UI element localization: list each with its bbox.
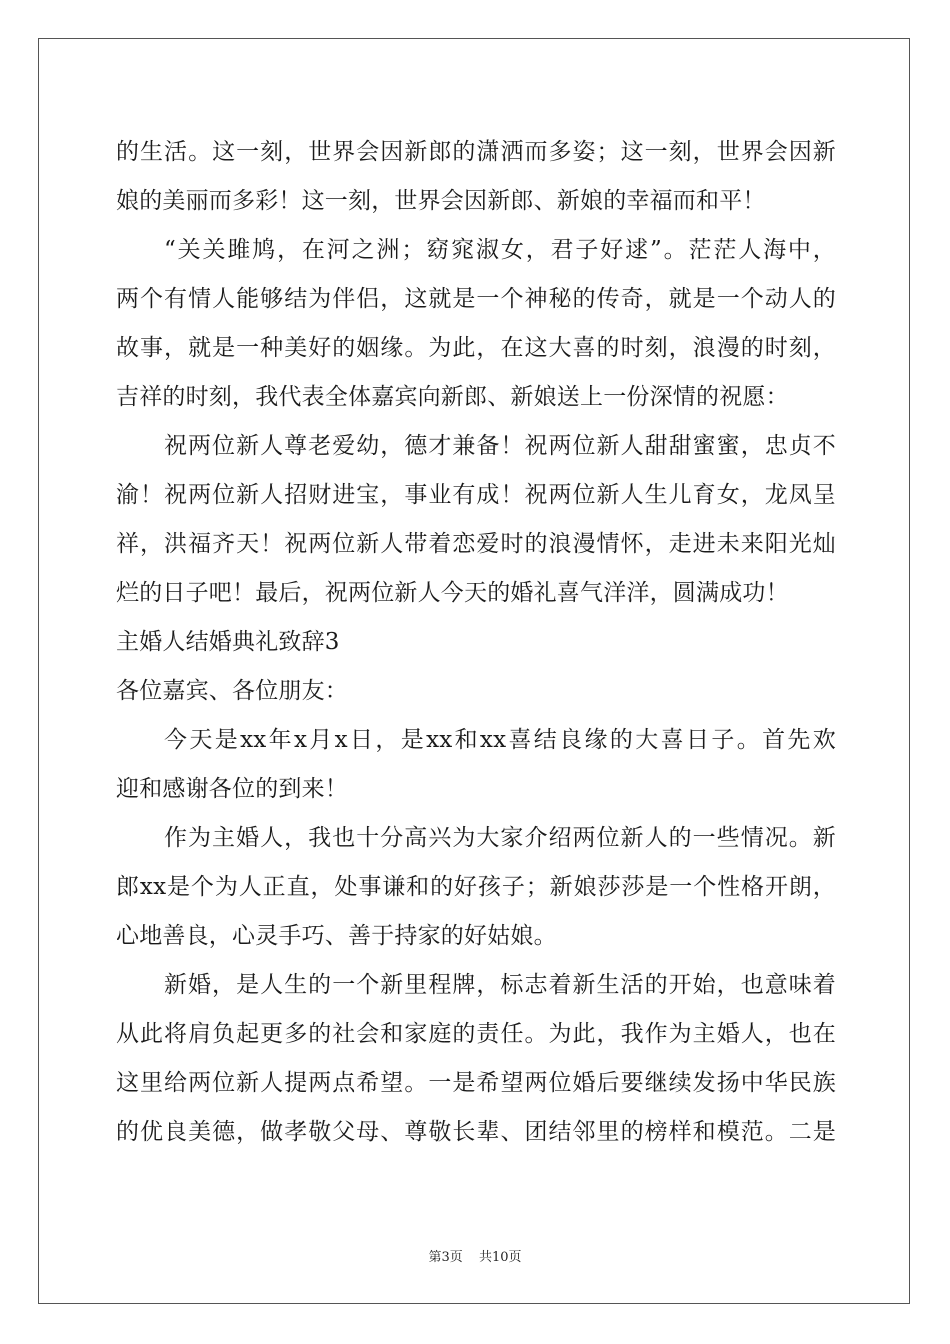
text-line: 这里给两位新人提两点希望。一是希望两位婚后要继续发扬中华民族 [116,1070,836,1096]
text-line: 迎和感谢各位的到来！ [116,776,348,802]
text-line: 烂的日子吧！最后，祝两位新人今天的婚礼喜气洋洋，圆满成功！ [116,580,789,606]
text-line: 郎xx是个为人正直，处事谦和的好孩子；新娘莎莎是一个性格开朗， [116,874,836,900]
text-line: “关关雎鸠，在河之洲；窈窕淑女，君子好逑”。茫茫人海中， [164,237,836,263]
text-line: 吉祥的时刻，我代表全体嘉宾向新郎、新娘送上一份深情的祝愿： [116,384,789,410]
text-line: 两个有情人能够结为伴侣，这就是一个神秘的传奇，就是一个动人的 [116,286,836,312]
document-body [116,128,836,1157]
text-line: 祝两位新人尊老爱幼，德才兼备！祝两位新人甜甜蜜蜜，忠贞不 [164,433,836,459]
text-line: 心地善良，心灵手巧、善于持家的好姑娘。 [116,923,557,949]
salutation: 各位嘉宾、各位朋友： [116,678,348,704]
text-line: 作为主婚人，我也十分高兴为大家介绍两位新人的一些情况。新 [164,825,836,851]
text-line: 祥，洪福齐天！祝两位新人带着恋爱时的浪漫情怀，走进未来阳光灿 [116,531,836,557]
text-line: 故事，就是一种美好的姻缘。为此，在这大喜的时刻，浪漫的时刻， [116,335,836,361]
page-total: 共10页 [478,1250,522,1265]
text-line: 的优良美德，做孝敬父母、尊敬长辈、团结邻里的榜样和模范。二是 [116,1119,836,1145]
text-line: 从此将肩负起更多的社会和家庭的责任。为此，我作为主婚人，也在 [116,1021,836,1047]
text-line: 新婚，是人生的一个新里程牌，标志着新生活的开始，也意味着 [164,972,836,998]
text-line: 娘的美丽而多彩！这一刻，世界会因新郎、新娘的幸福而和平！ [116,188,766,214]
text-line: 今天是xx年x月x日，是xx和xx喜结良缘的大喜日子。首先欢 [164,727,836,753]
section-heading: 主婚人结婚典礼致辞3 [116,629,340,655]
text-line: 的生活。这一刻，世界会因新郎的潇洒而多姿；这一刻，世界会因新 [116,139,836,165]
page-footer [0,1246,950,1265]
page-number: 第3页 [428,1250,463,1265]
text-line: 渝！祝两位新人招财进宝，事业有成！祝两位新人生儿育女，龙凤呈 [116,482,836,508]
